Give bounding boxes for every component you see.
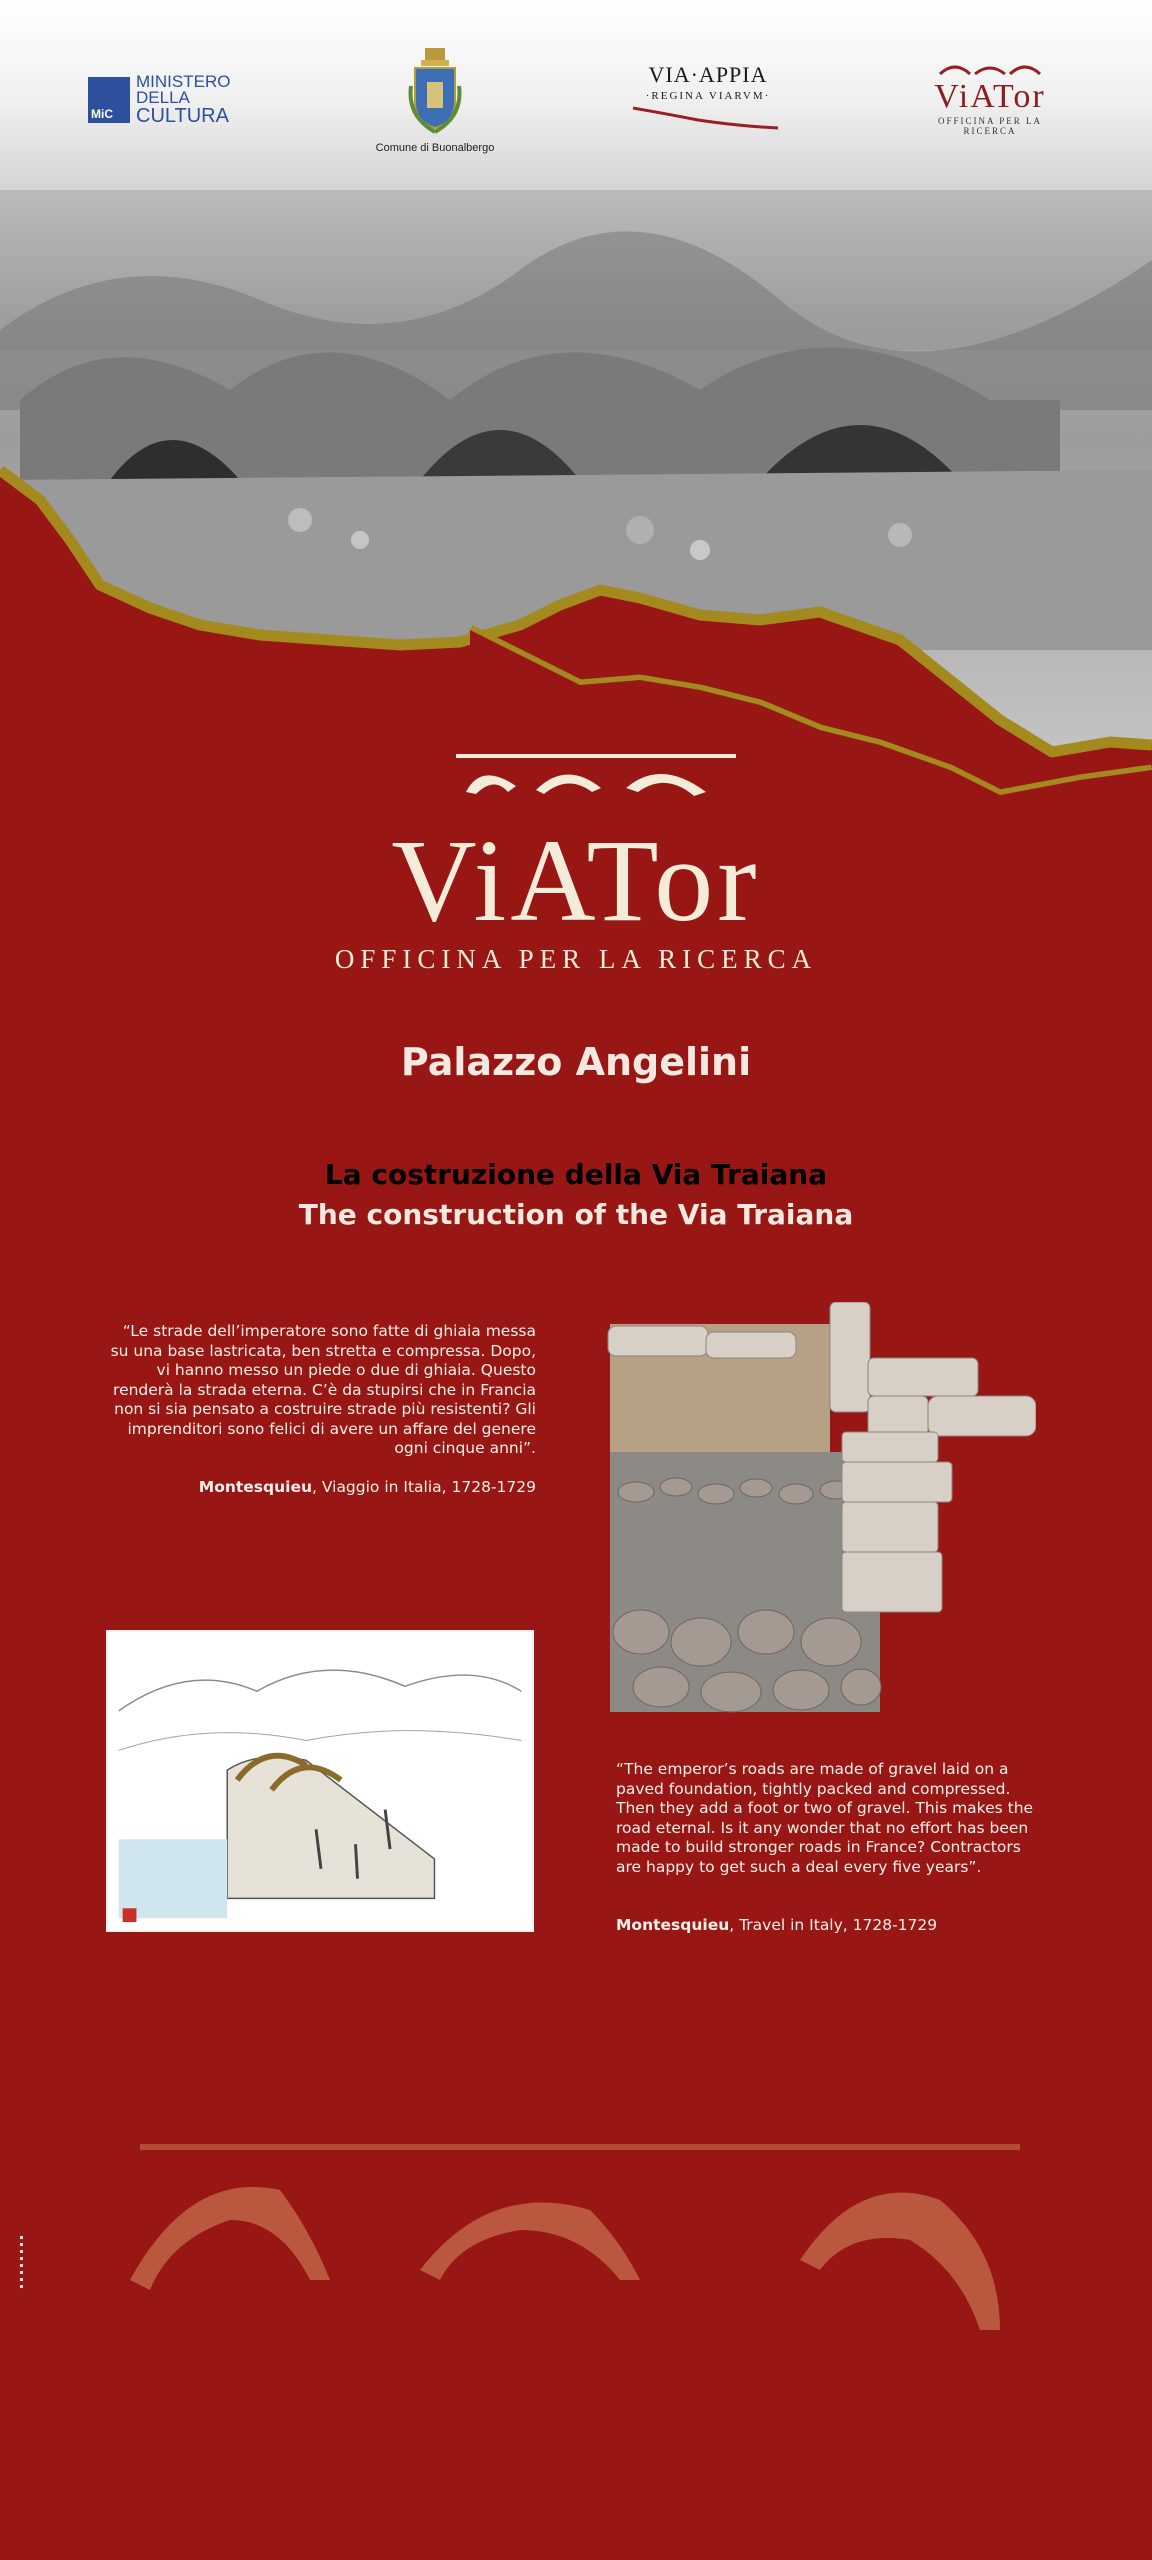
brand-wordmark: ViATor <box>391 815 761 946</box>
mic-mark-icon: MiC <box>88 77 130 123</box>
citation-english <box>616 1916 1036 1934</box>
citation-author: Montesquieu <box>198 1478 313 1496</box>
viator-small-word: ViATor <box>934 78 1046 115</box>
viator-brand-logo <box>300 752 852 975</box>
comune-label: Comune di Buonalbergo <box>375 142 495 154</box>
brand-arches-icon <box>416 752 736 822</box>
ministero-line2: DELLA <box>136 88 190 107</box>
citation-source: , Travel in Italy, 1728-1729 <box>729 1916 938 1934</box>
citation-italian <box>100 1478 536 1496</box>
ministero-line1: MINISTERO <box>136 72 231 91</box>
construction-sketch-illustration <box>106 1630 534 1932</box>
viator-small-subtitle: OFFICINA PER LA RICERCA <box>937 116 1042 136</box>
red-panel-with-gold-border <box>0 0 1152 800</box>
brand-subtitle: OFFICINA PER LA RICERCA <box>334 944 818 974</box>
subtitle-english: The construction of the Via Traiana <box>298 1198 854 1231</box>
via-appia-title: VIA·APPIA <box>648 62 768 87</box>
ministero-line3: CULTURA <box>136 105 229 127</box>
citation-author: Montesquieu <box>616 1916 730 1934</box>
print-credit-mark: ▪▪▪▪▪▪▪▪ <box>18 2234 25 2290</box>
quote-italian: “Le strade dell’imperatore sono fatte di ghiaia messa su una base lastricata, ben stretta e compressa. Dopo, vi hanno messo un piede o due di ghiaia. Questo renderà la strada eterna. C’è da stupirsi che in Francia non si sia pensato a costruire strade più resistenti? Gli imprenditori sono felici di avere un affare del genere ogni cinque anni”. <box>110 1322 536 1457</box>
road-cross-section-illustration <box>606 1302 1036 1718</box>
decorative-arches <box>120 2130 1020 2350</box>
page-title: Palazzo Angelini <box>400 1040 752 1084</box>
subtitle-italian: La costruzione della Via Traiana <box>324 1158 828 1191</box>
via-appia-subtitle: ·REGINA VIARVM· <box>645 90 771 102</box>
quote-english: “The emperor’s roads are made of gravel laid on a paved foundation, tightly packed and compressed. Then they add a foot or two of gravel. This makes the road eternal. Is it any wonder that no effort has been made to build stronger roads in France? Contractors are happy to get such a deal every five years”. <box>616 1760 1034 1876</box>
citation-source: , Viaggio in Italia, 1728-1729 <box>312 1478 536 1496</box>
